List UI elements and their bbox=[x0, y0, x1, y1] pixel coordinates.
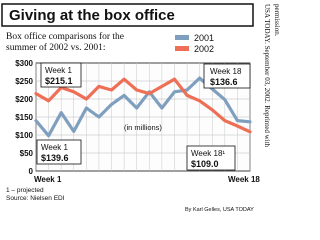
data-point-2001 bbox=[199, 77, 201, 79]
data-point-2002 bbox=[85, 98, 87, 100]
data-point-2002 bbox=[237, 125, 239, 127]
data-point-2002 bbox=[98, 86, 100, 88]
y-tick-labels bbox=[15, 59, 33, 176]
callout-week1-2001-label: Week 1 bbox=[41, 143, 68, 152]
legend bbox=[175, 33, 214, 54]
data-point-2002 bbox=[73, 91, 75, 93]
data-point-2001 bbox=[60, 112, 62, 114]
data-point-2001 bbox=[249, 121, 251, 123]
x-tick-start: Week 1 bbox=[34, 175, 62, 184]
data-point-2001 bbox=[111, 104, 113, 106]
data-point-2001 bbox=[48, 135, 50, 137]
data-point-2001 bbox=[85, 107, 87, 109]
data-point-2002 bbox=[249, 131, 251, 133]
callout-week1-2002-label: Week 1 bbox=[45, 66, 72, 75]
y-tick-label: 0 bbox=[28, 167, 33, 176]
callout-week18-2001 bbox=[204, 64, 250, 88]
data-point-2002 bbox=[148, 93, 150, 95]
data-point-2002 bbox=[199, 100, 201, 102]
data-point-2001 bbox=[237, 120, 239, 122]
chart-subtitle-line-2: summer of 2002 vs. 2001: bbox=[6, 43, 106, 53]
data-point-2001 bbox=[35, 120, 37, 122]
y-tick-label: $50 bbox=[19, 149, 33, 158]
y-tick-label: $150 bbox=[15, 113, 33, 122]
legend-swatch-2001 bbox=[175, 35, 189, 40]
data-point-2002 bbox=[136, 89, 138, 91]
y-tick-label: $100 bbox=[15, 131, 33, 140]
side-caption bbox=[263, 4, 281, 148]
callout-week18-2002-value: $109.0 bbox=[191, 159, 219, 169]
side-caption-line-2: permission. bbox=[273, 4, 281, 37]
callout-week18-2002 bbox=[187, 146, 235, 170]
data-point-2001 bbox=[136, 107, 138, 109]
data-point-2002 bbox=[224, 120, 226, 122]
x-tick-end: Week 18 bbox=[228, 175, 260, 184]
y-tick-label: $300 bbox=[15, 59, 33, 68]
legend-swatch-2002 bbox=[175, 46, 189, 51]
data-point-2001 bbox=[161, 107, 163, 109]
legend-label-2001: 2001 bbox=[194, 33, 215, 43]
data-point-2001 bbox=[186, 89, 188, 91]
y-tick-label: $250 bbox=[15, 77, 33, 86]
data-point-2002 bbox=[186, 95, 188, 97]
data-point-2001 bbox=[123, 95, 125, 97]
callout-week1-2001-value: $139.6 bbox=[41, 153, 69, 163]
chart-title: Giving at the box office bbox=[9, 7, 175, 24]
legend-label-2002: 2002 bbox=[194, 44, 215, 54]
data-point-2002 bbox=[211, 109, 213, 111]
data-point-2002 bbox=[123, 78, 125, 80]
callout-week1-2001 bbox=[37, 140, 81, 164]
y-tick-label: $200 bbox=[15, 95, 33, 104]
data-point-2001 bbox=[73, 131, 75, 133]
callout-week18-2002-label: Week 18¹ bbox=[191, 149, 226, 158]
data-point-2002 bbox=[161, 86, 163, 88]
callout-week18-2001-value: $136.6 bbox=[210, 77, 238, 87]
data-point-2002 bbox=[111, 89, 113, 91]
callout-week1-2002-value: $215.1 bbox=[45, 76, 73, 86]
data-point-2002 bbox=[35, 93, 37, 95]
side-caption-line-1: USA TODAY. September 03, 2002. Reprinted with bbox=[263, 4, 271, 148]
callout-week18-2001-label: Week 18 bbox=[210, 67, 242, 76]
footnote: 1 – projected bbox=[6, 187, 44, 194]
credit: By Karl Gelles, USA TODAY bbox=[185, 207, 254, 213]
data-point-2001 bbox=[174, 91, 176, 93]
data-point-2001 bbox=[224, 99, 226, 101]
data-point-2002 bbox=[174, 78, 176, 80]
data-point-2001 bbox=[98, 116, 100, 118]
data-point-2002 bbox=[48, 100, 50, 102]
chart-subtitle-line-1: Box office comparisons for the bbox=[6, 32, 125, 42]
unit-label: (in millions) bbox=[124, 123, 162, 132]
callout-week1-2002 bbox=[41, 63, 81, 87]
source: Source: Nielsen EDI bbox=[6, 195, 65, 202]
